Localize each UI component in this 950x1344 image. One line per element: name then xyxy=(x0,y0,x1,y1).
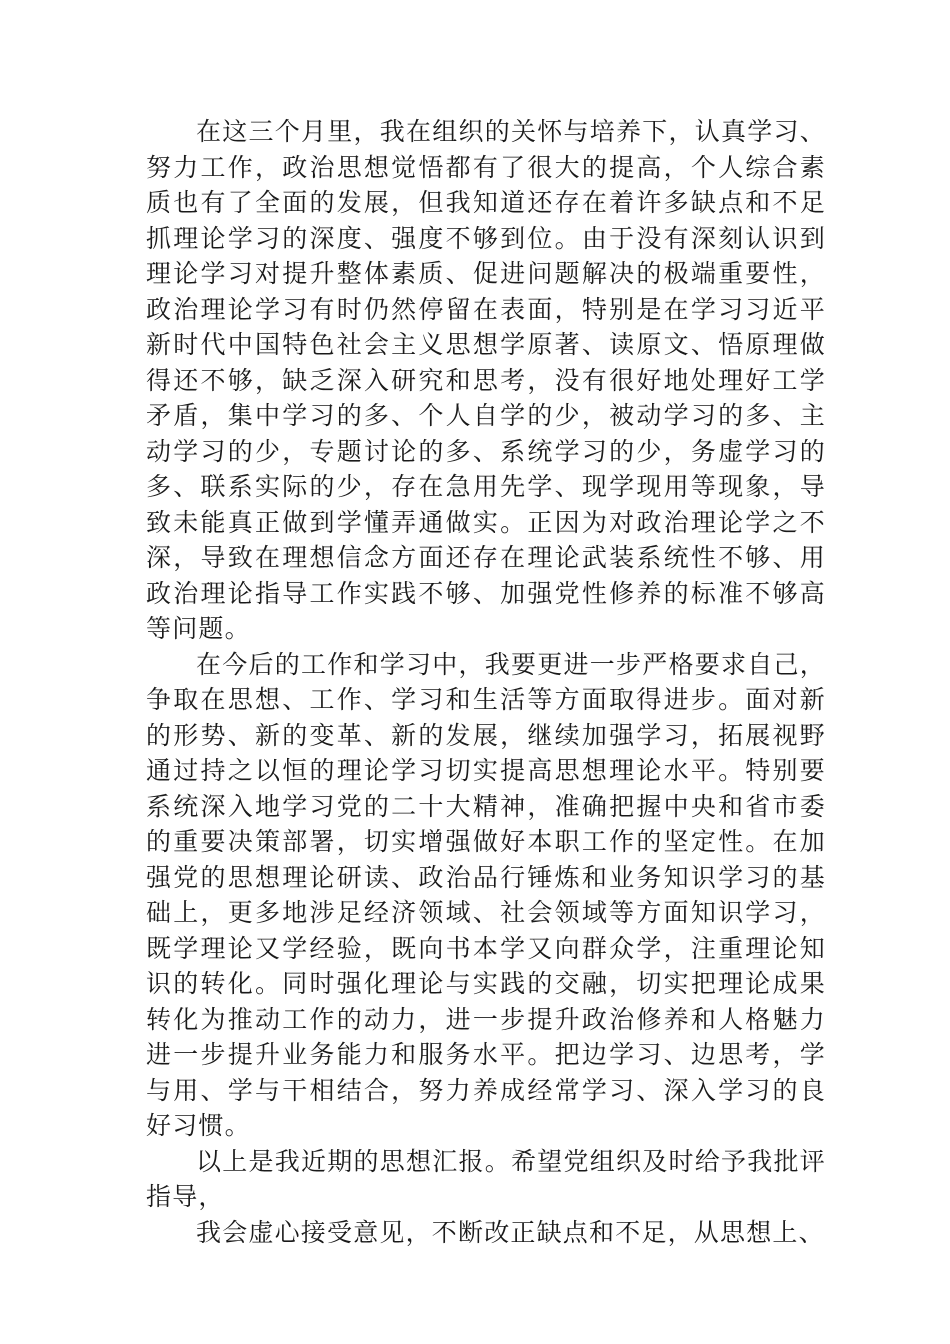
paragraph-future-plan: 在今后的工作和学习中，我要更进一步严格要求自己，争取在思想、工作、学习和生活等方面取得进步。面对新的形势、新的变革、新的发展，继续加强学习，拓展视野通过持之以恒的理论学习切实提高思想理论水平。特别要系统深入地学习党的二十大精神，准确把握中央和省市委的重要决策部署，切实增强做好本职工作的坚定性。在加强党的思想理论研读、政治品行锤炼和业务知识学习的基础上，更多地涉足经济领域、社会领域等方面知识学习，既学理论又学经验，既向书本学又向群众学，注重理论知识的转化。同时强化理论与实践的交融，切实把理论成果转化为推动工作的动力，进一步提升政治修养和人格魅力进一步提升业务能力和服务水平。把边学习、边思考，学与用、学与干相结合，努力养成经常学习、深入学习的良好习惯。 xyxy=(146,649,826,1140)
paragraph-continued: 我会虚心接受意见，不断改正缺点和不足，从思想上、 xyxy=(196,1217,825,1247)
paragraph-closing: 以上是我近期的思想汇报。希望党组织及时给予我批评指导， xyxy=(146,1146,826,1211)
paragraph-self-assessment: 在这三个月里，我在组织的关怀与培养下，认真学习、努力工作，政治思想觉悟都有了很大的提高，个人综合素质也有了全面的发展，但我知道还存在着许多缺点和不足抓理论学习的深度、强度不够到位。由于没有深刻认识到理论学习对提升整体素质、促进问题解决的极端重要性，政治理论学习有时仍然停留在表面，特别是在学习习近平新时代中国特色社会主义思想学原著、读原文、悟原理做得还不够，缺乏深入研究和思考，没有很好地处理好工学矛盾，集中学习的多、个人自学的少，被动学习的多、主动学习的少，专题讨论的多、系统学习的少，务虚学习的多、联系实际的少，存在急用先学、现学现用等现象，导致未能真正做到学懂弄通做实。正因为对政治理论学之不深，导致在理想信念方面还存在理论武装系统性不够、用政治理论指导工作实践不够、加强党性修养的标准不够高等问题。 xyxy=(146,117,826,643)
document-body xyxy=(146,114,826,1250)
